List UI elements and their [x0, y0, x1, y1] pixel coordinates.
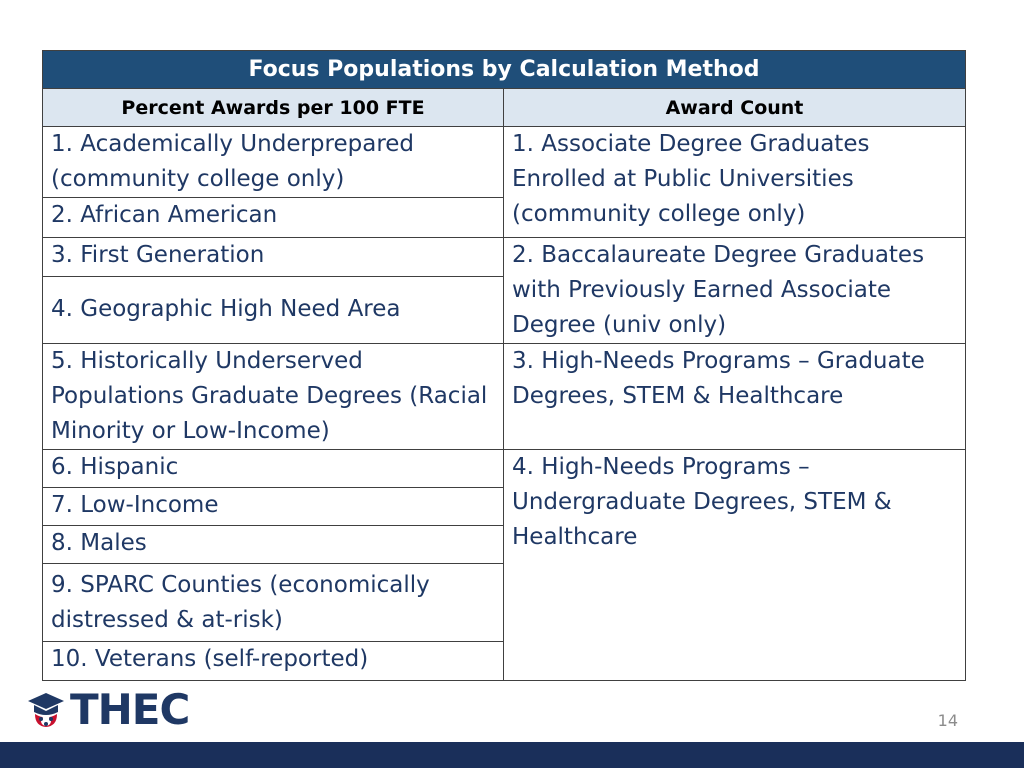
percent-awards-item-3: 3. First Generation: [43, 238, 504, 277]
percent-awards-item-6: 6. Hispanic: [43, 450, 504, 488]
award-count-item-3: 3. High-Needs Programs – Graduate Degrees, STEM & Healthcare: [504, 344, 966, 450]
column-header-award-count: Award Count: [504, 89, 966, 127]
focus-populations-table: [42, 50, 966, 681]
column-header-percent-awards: Percent Awards per 100 FTE: [43, 89, 504, 127]
percent-awards-item-9: 9. SPARC Counties (economically distressed & at-risk): [43, 564, 504, 642]
percent-awards-item-8: 8. Males: [43, 526, 504, 564]
thec-logo: [26, 685, 190, 734]
logo-wordmark: THEC: [70, 685, 190, 734]
percent-awards-item-1: 1. Academically Underprepared (community college only): [43, 127, 504, 198]
percent-awards-item-7: 7. Low-Income: [43, 488, 504, 526]
percent-awards-item-10: 10. Veterans (self-reported): [43, 642, 504, 681]
award-count-item-2: 2. Baccalaureate Degree Graduates with Previously Earned Associate Degree (univ only): [504, 238, 966, 344]
award-count-item-1: 1. Associate Degree Graduates Enrolled at Public Universities (community college only): [504, 127, 966, 238]
graduation-cap-stars-icon: [26, 690, 66, 730]
percent-awards-item-5: 5. Historically Underserved Populations Graduate Degrees (Racial Minority or Low-Income): [43, 344, 504, 450]
award-count-item-4: 4. High-Needs Programs – Undergraduate Degrees, STEM & Healthcare: [504, 450, 966, 681]
percent-awards-item-2: 2. African American: [43, 198, 504, 238]
table-title: Focus Populations by Calculation Method: [43, 51, 966, 89]
page-number: 14: [937, 711, 958, 730]
footer-bar: [0, 742, 1024, 768]
percent-awards-item-4: 4. Geographic High Need Area: [43, 276, 504, 343]
